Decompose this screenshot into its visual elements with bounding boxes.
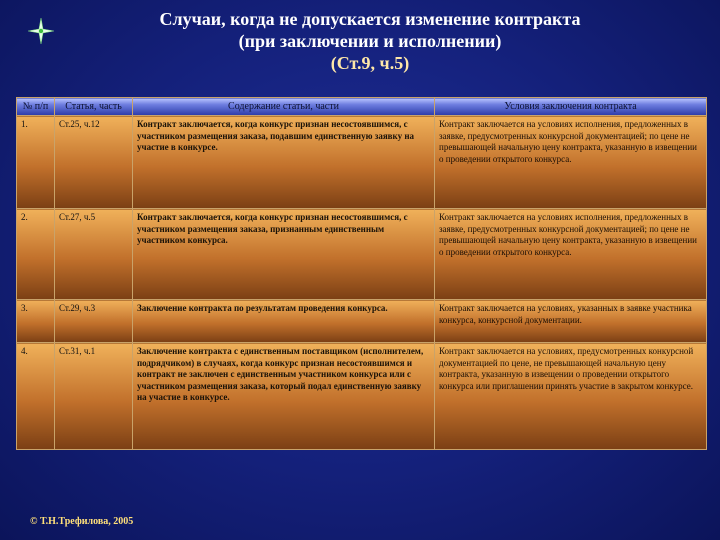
row-article: Ст.27, ч.5: [55, 209, 133, 300]
header-conditions: Условия заключения контракта: [435, 98, 707, 116]
row-content: Контракт заключается, когда конкурс признан несостоявшимся, с участником размещения заказа, подавшим единственную заявку на участие в конкурсе.: [133, 116, 435, 209]
row-content: Заключение контракта с единственным поставщиком (исполнителем, подрядчиком) в случаях, когда конкурс признан несостоявшимся и контракт не заключен с единственным участником конкурса или с участником размещения заказа, который подал единственную заявку на участие в конкурсе.: [133, 343, 435, 450]
row-number: 1.: [17, 116, 55, 209]
row-number: 2.: [17, 209, 55, 300]
row-number: 3.: [17, 300, 55, 343]
header-number: № п/п: [17, 98, 55, 116]
title-line-3: (Ст.9, ч.5): [330, 53, 410, 73]
title-line-2: (при заключении и исполнении): [238, 31, 502, 51]
row-conditions: Контракт заключается на условиях исполнения, предложенных в заявке, предусмотренных конкурсной документацией; по цене не превышающей начальную цену контракта, указанную в извещении о проведении открытого конкурса.: [435, 209, 707, 300]
row-article: Ст.31, ч.1: [55, 343, 133, 450]
contract-cases-table: [16, 97, 707, 450]
row-article: Ст.29, ч.3: [55, 300, 133, 343]
row-conditions: Контракт заключается на условиях, предусмотренных конкурсной документацией по цене, не превышающей начальную цену контракта, указанную в извещении о проведении открытого конкурса или приглашении принять участие в закрытом конкурсе.: [435, 343, 707, 450]
row-content: Заключение контракта по результатам проведения конкурса.: [133, 300, 435, 343]
header-article: Статья, часть: [55, 98, 133, 116]
slide-title: [110, 8, 630, 74]
row-number: 4.: [17, 343, 55, 450]
row-conditions: Контракт заключается на условиях исполнения, предложенных в заявке, предусмотренных конкурсной документацией; по цене не превышающей начальную цену контракта, указанную в извещении о проведении открытого конкурса.: [435, 116, 707, 209]
table-header-row: [17, 98, 707, 116]
table-row: [17, 209, 707, 300]
row-conditions: Контракт заключается на условиях, указанных в заявке участника конкурса, конкурсной документации.: [435, 300, 707, 343]
table-row: [17, 300, 707, 343]
header-content: Содержание статьи, части: [133, 98, 435, 116]
copyright-text: © Т.Н.Трефилова, 2005: [30, 516, 134, 527]
row-content: Контракт заключается, когда конкурс признан несостоявшимся, с участником размещения заказа, признанным единственным участником конкурса.: [133, 209, 435, 300]
compass-star-icon: [28, 18, 54, 44]
row-article: Ст.25, ч.12: [55, 116, 133, 209]
table-row: [17, 343, 707, 450]
title-line-1: Случаи, когда не допускается изменение контракта: [159, 9, 581, 29]
table-row: [17, 116, 707, 209]
